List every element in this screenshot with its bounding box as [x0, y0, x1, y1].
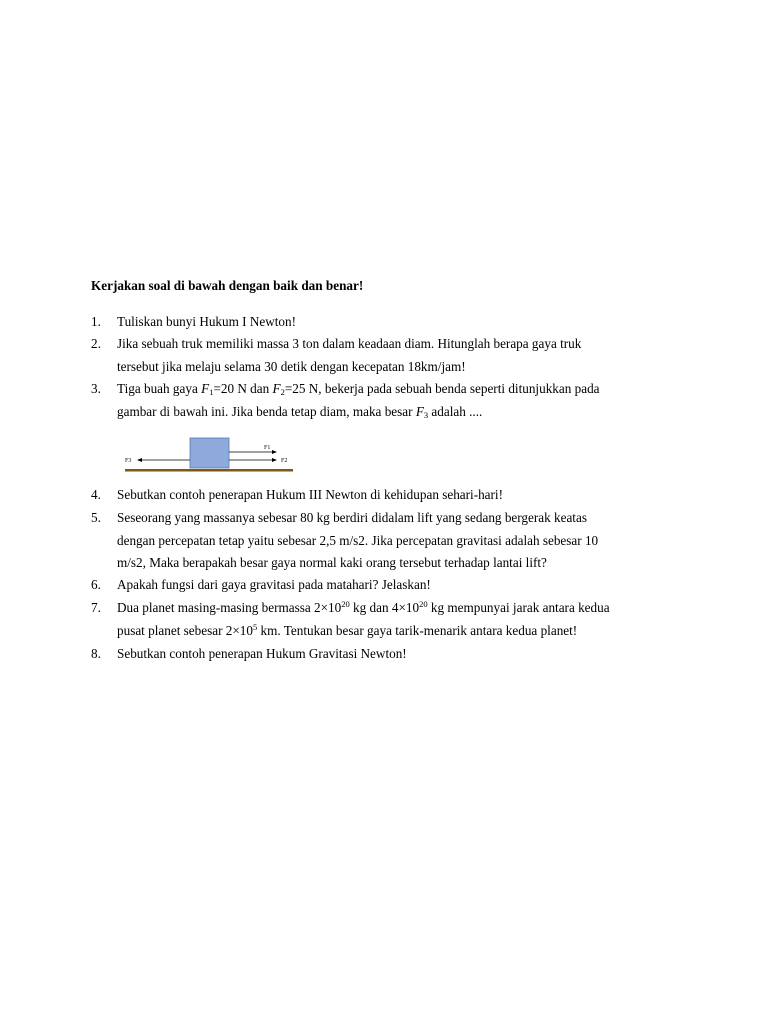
- block: [190, 438, 229, 468]
- question-text: gambar di bawah ini. Jika benda tetap diam, maka besar $F_3$ adalah ....: [117, 403, 483, 420]
- question-number: 2.: [91, 336, 101, 351]
- question-text: Dua planet masing-masing bermassa $2\times 10^{20}$ kg dan $4\times 10^{20}$ kg mempunyai jarak antara kedua: [117, 599, 610, 615]
- label-f2: F2: [281, 458, 288, 464]
- question-text: Seseorang yang massanya sebesar 80 kg berdiri didalam lift yang sedang bergerak keatas: [117, 510, 587, 525]
- question-8: [91, 643, 691, 666]
- question-text: Sebutkan contoh penerapan Hukum III Newton di kehidupan sehari-hari!: [117, 487, 503, 502]
- question-number: 8.: [91, 646, 101, 661]
- question-7: [91, 597, 691, 642]
- question-number: 3.: [91, 381, 101, 396]
- question-2: [91, 333, 691, 378]
- question-1: [91, 311, 691, 334]
- question-number: 6.: [91, 577, 101, 592]
- question-text: Tiga buah gaya $F_1=20$ N dan $F_2=25$ N, bekerja pada sebuah benda seperti ditunjukkan pada: [117, 381, 600, 397]
- question-text: Sebutkan contoh penerapan Hukum Gravitasi Newton!: [117, 646, 407, 661]
- question-number: 7.: [91, 600, 101, 615]
- floor-line: [125, 469, 293, 472]
- question-3: [91, 378, 691, 423]
- question-text: m/s2, Maka berapakah besar gaya normal kaki orang tersebut terhadap lantai lift?: [117, 555, 547, 570]
- question-text: Jika sebuah truk memiliki massa 3 ton dalam keadaan diam. Hitunglah berapa gaya truk: [117, 336, 582, 351]
- question-5: [91, 507, 691, 575]
- question-number: 4.: [91, 487, 101, 502]
- question-text: dengan percepatan tetap yaitu sebesar 2,5 m/s2. Jika percepatan gravitasi adalah sebesar 10: [117, 532, 599, 548]
- question-number: 1.: [91, 314, 101, 329]
- label-f1: F1: [264, 445, 271, 451]
- arrow-f2-head: [272, 458, 277, 462]
- question-6: [91, 574, 691, 597]
- question-text: Tuliskan bunyi Hukum I Newton!: [117, 314, 297, 329]
- instruction-heading: Kerjakan soal di bawah dengan baik dan benar!: [91, 278, 364, 293]
- arrow-f1-head: [272, 450, 277, 454]
- arrow-f3-head: [137, 458, 142, 462]
- question-text: Apakah fungsi dari gaya gravitasi pada matahari? Jelaskan!: [117, 577, 431, 592]
- label-f3: F3: [125, 458, 132, 464]
- force-diagram: [121, 433, 297, 475]
- question-text: tersebut jika melaju selama 30 detik dengan kecepatan 18km/jam!: [117, 358, 466, 374]
- question-4: [91, 484, 691, 507]
- question-number: 5.: [91, 510, 101, 525]
- question-text: pusat planet sebesar $2\times 10^5$ km. Tentukan besar gaya tarik-menarik antara kedua planet!: [117, 621, 578, 638]
